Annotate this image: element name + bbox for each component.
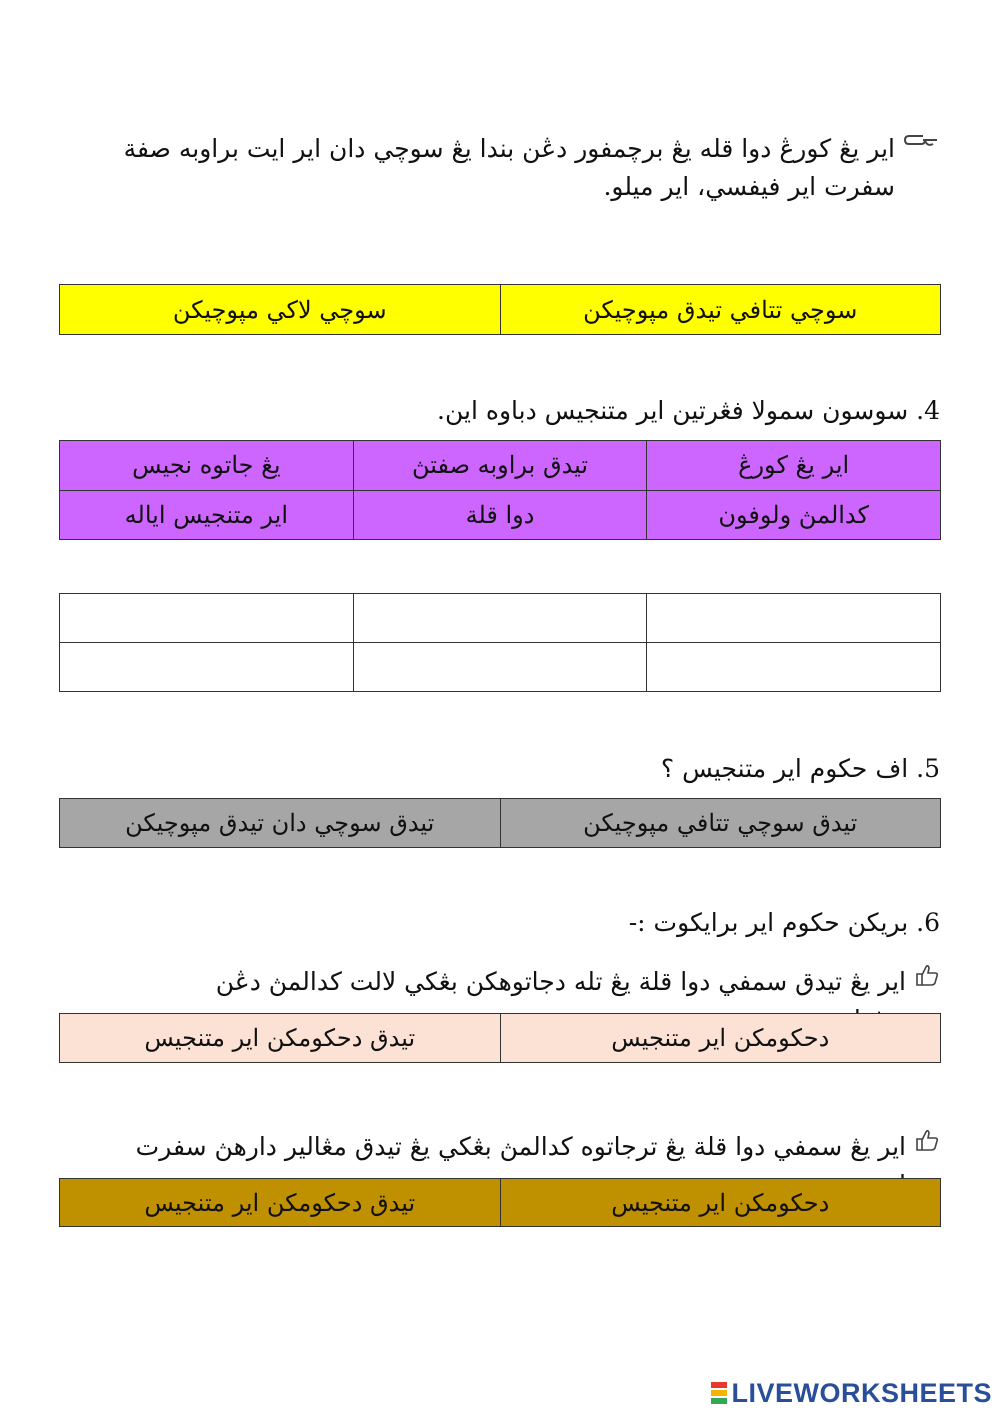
q6-item2-options — [59, 1178, 941, 1227]
table-cell: سوچي لاكي مپوچيكن — [60, 285, 501, 335]
answer-cell[interactable] — [353, 643, 647, 692]
intro-text: اير يڠ كورڠ دوا قله يڠ برچمفور دڠن بندا يڠ سوچي دان اير ايت براوبه صفة سفرت اير فيفسي، اير ميلو. — [123, 134, 895, 201]
table-row — [60, 1014, 941, 1063]
table-row — [60, 490, 941, 540]
logo-stripe — [711, 1398, 727, 1404]
answer-cell[interactable] — [353, 594, 647, 643]
question-4-title: 4. سوسون سمولا فڠرتين اير متنجيس دباوه اين. — [437, 396, 940, 425]
q4-answer-table — [59, 593, 941, 692]
option-cell[interactable]: تيدق دحكومكن اير متنجيس — [60, 1179, 501, 1227]
q6-item1-options — [59, 1013, 941, 1063]
brand-name: LIVEWORKSHEETS — [731, 1377, 992, 1408]
intro-table — [59, 284, 941, 335]
table-row — [60, 643, 941, 692]
option-cell[interactable]: تيدق سوچي دان تيدق مپوچيكن — [60, 799, 501, 848]
answer-cell[interactable] — [60, 594, 354, 643]
option-cell[interactable]: تيدق دحكومكن اير متنجيس — [60, 1014, 501, 1063]
table-cell: يڠ جاتوه نجيس — [60, 441, 354, 491]
logo-stripe — [711, 1382, 727, 1388]
option-cell[interactable]: دحكومكن اير متنجيس — [500, 1014, 941, 1063]
table-cell: سوچي تتافي تيدق مپوچيكن — [500, 285, 941, 335]
thumbs-up-icon — [914, 962, 940, 988]
table-cell: دوا قلة — [353, 490, 647, 540]
q4-word-table — [59, 440, 941, 540]
table-cell: تيدق براوبه صفتڽ — [353, 441, 647, 491]
thumbs-up-icon — [914, 1127, 940, 1153]
answer-cell[interactable] — [60, 643, 354, 692]
option-cell[interactable]: تيدق سوچي تتافي مپوچيكن — [500, 799, 941, 848]
logo-stripe — [711, 1390, 727, 1396]
question-5-title: 5. اف حكوم اير متنجيس ؟ — [660, 754, 940, 783]
table-row — [60, 594, 941, 643]
table-row — [60, 799, 941, 848]
table-row — [60, 285, 941, 335]
q6-item1-text: اير يڠ تيدق سمفي دوا قلة يڠ تله دجاتوهكن بڠكي لالت كدالمڽ دڠن — [215, 967, 906, 996]
table-row — [60, 441, 941, 491]
q5-options-table — [59, 798, 941, 848]
brand-logo-icon — [711, 1382, 727, 1404]
table-cell: كدالمڽ ولوفون — [647, 490, 941, 540]
pointing-hand-icon — [903, 128, 939, 158]
question-6-title: 6. بريكن حكوم اير برايكوت :- — [628, 908, 940, 937]
table-row — [60, 1179, 941, 1227]
answer-cell[interactable] — [647, 643, 941, 692]
option-cell[interactable]: دحكومكن اير متنجيس — [500, 1179, 941, 1227]
table-cell: اير متنجيس اياله — [60, 490, 354, 540]
q6-item2-text: اير يڠ سمفي دوا قلة يڠ ترجاتوه كدالمڽ بڠكي يڠ تيدق مڠالير دارهڽ سفرت — [135, 1132, 906, 1161]
table-cell: اير يڠ كورڠ — [647, 441, 941, 491]
brand-footer — [711, 1376, 992, 1410]
answer-cell[interactable] — [647, 594, 941, 643]
